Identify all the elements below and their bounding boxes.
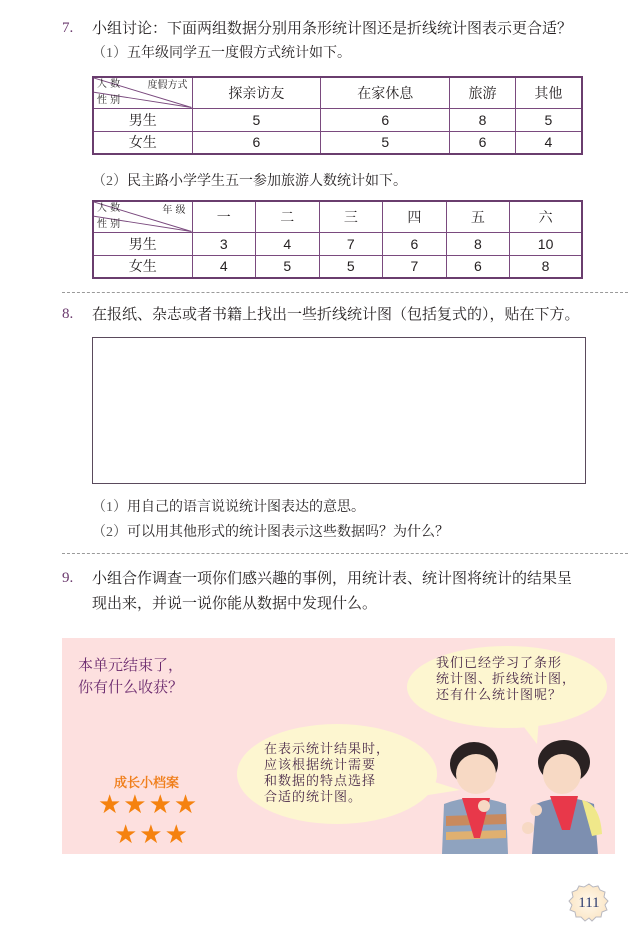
table-cell: 4 — [256, 232, 320, 255]
table-cell: 5 — [192, 108, 321, 131]
page-number: 111 — [578, 895, 600, 911]
table-cell: 8 — [510, 255, 582, 278]
table-cell: 6 — [446, 255, 510, 278]
paste-area-box — [92, 337, 586, 484]
travel-table — [92, 200, 583, 279]
question-8-sub-1 — [92, 496, 365, 516]
column-header: 二 — [256, 201, 320, 232]
bubble-line: 合适的统计图。 — [264, 790, 363, 805]
summary-question — [78, 654, 183, 698]
star-rating-row-2[interactable]: ★★★ — [114, 820, 190, 850]
table-cell: 4 — [192, 255, 256, 278]
table-row — [93, 131, 582, 154]
summary-question-line-2: 你有什么收获？ — [78, 678, 184, 696]
column-header: 六 — [510, 201, 582, 232]
table-row — [93, 232, 582, 255]
part-label: （2） — [92, 525, 127, 540]
question-7-part-1 — [92, 42, 351, 62]
table-cell: 3 — [192, 232, 256, 255]
column-header: 旅游 — [450, 77, 516, 108]
bubble-line: 统计图、折线统计图， — [436, 672, 577, 687]
row-label: 女生 — [93, 131, 192, 154]
table-cell: 6 — [321, 108, 450, 131]
column-header: 一 — [192, 201, 256, 232]
table-cell: 6 — [450, 131, 516, 154]
row-label: 男生 — [93, 232, 192, 255]
table-cell: 5 — [321, 131, 450, 154]
question-9-number: 9. — [62, 570, 74, 586]
star-rating-row-1[interactable]: ★★★★ — [98, 790, 200, 820]
table-cell: 7 — [319, 232, 383, 255]
corner-mid-label: 人 数 — [97, 79, 121, 90]
question-7-number: 7. — [62, 20, 74, 36]
part-label: （1） — [92, 46, 127, 61]
part-label: （1） — [92, 500, 127, 515]
part-text: 五年级同学五一度假方式统计如下。 — [127, 45, 351, 61]
column-header: 在家休息 — [321, 77, 450, 108]
bubble-line: 在表示统计结果时， — [264, 742, 391, 757]
growth-record-title: 成长小档案 — [114, 776, 180, 791]
part-text: 用自己的语言说说统计图表达的意思。 — [127, 499, 365, 515]
column-header: 其他 — [515, 77, 582, 108]
table-cell: 7 — [383, 255, 447, 278]
question-7-part-2 — [92, 170, 407, 190]
table-cell: 8 — [446, 232, 510, 255]
question-8-text: 在报纸、杂志或者书籍上找出一些折线统计图（包括复式的），贴在下方。 — [92, 305, 580, 323]
table-cell: 6 — [383, 232, 447, 255]
corner-mid-label: 人 数 — [97, 203, 121, 214]
section-divider — [62, 292, 628, 293]
column-header: 五 — [446, 201, 510, 232]
table-cell: 5 — [515, 108, 582, 131]
bubble-girl-text — [436, 656, 576, 704]
column-header: 四 — [383, 201, 447, 232]
table-cell: 8 — [450, 108, 516, 131]
summary-question-line-1: 本单元结束了， — [78, 656, 184, 674]
corner-top-label: 年 级 — [162, 205, 186, 216]
column-header: 探亲访友 — [192, 77, 321, 108]
page-number-badge — [568, 882, 610, 924]
children-illustration — [422, 734, 612, 854]
question-9-line-1: 小组合作调查一项你们感兴趣的事例，用统计表、统计图将统计的结果呈 — [92, 569, 573, 587]
vacation-table — [92, 76, 583, 155]
corner-bottom-label: 性 别 — [97, 95, 121, 106]
question-8-number: 8. — [62, 306, 74, 322]
question-7-text: 小组讨论：下面两组数据分别用条形统计图还是折线统计图表示更合适？ — [92, 19, 573, 37]
bubble-line: 我们已经学习了条形 — [436, 656, 563, 671]
bubble-line: 和数据的特点选择 — [264, 774, 377, 789]
table-cell: 6 — [192, 131, 321, 154]
table-cell: 5 — [256, 255, 320, 278]
unit-summary-banner — [62, 638, 615, 854]
table-corner-header — [93, 77, 192, 108]
row-label: 女生 — [93, 255, 192, 278]
table-cell: 4 — [515, 131, 582, 154]
table-row — [93, 255, 582, 278]
question-8-sub-2 — [92, 521, 449, 541]
section-divider — [62, 553, 628, 554]
table-corner-header — [93, 201, 192, 232]
table-cell: 10 — [510, 232, 582, 255]
bubble-boy-text — [264, 742, 390, 806]
bubble-line: 还有什么统计图呢？ — [436, 688, 563, 703]
part-text: 民主路小学学生五一参加旅游人数统计如下。 — [127, 173, 407, 189]
table-cell: 5 — [319, 255, 383, 278]
question-9-line-2: 现出来，并说一说你能从数据中发现什么。 — [92, 594, 378, 612]
row-label: 男生 — [93, 108, 192, 131]
column-header: 三 — [319, 201, 383, 232]
part-label: （2） — [92, 174, 127, 189]
table-row — [93, 108, 582, 131]
bubble-line: 应该根据统计需要 — [264, 758, 377, 773]
corner-bottom-label: 性 别 — [97, 219, 121, 230]
corner-top-label: 度假方式 — [147, 80, 188, 91]
part-text: 可以用其他形式的统计图表示这些数据吗？为什么？ — [127, 524, 449, 540]
